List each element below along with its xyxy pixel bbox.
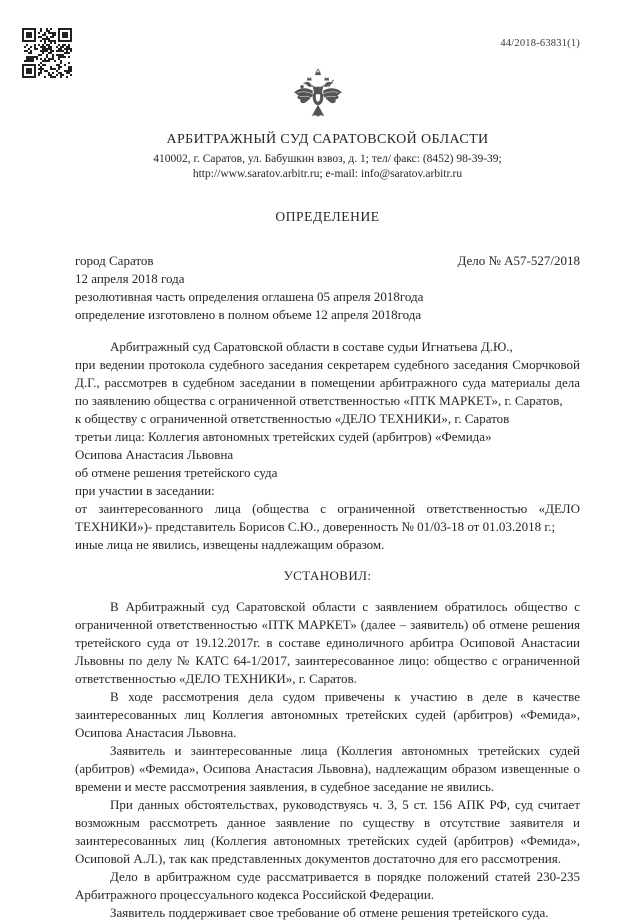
city-label: город Саратов xyxy=(75,253,154,268)
intro-line: иные лица не явились, извещены надлежащим образом. xyxy=(75,537,385,552)
body-paragraph: Заявитель и заинтересованные лица (Коллегия автономных третейских судей (арбитров) «Фемида», Осипова Анастасия Львовна), надлежащим образом извещенные о времени и месте рассмотрения заявления, в судебное заседание не явились. xyxy=(75,743,580,794)
document-date: 12 апреля 2018 года xyxy=(75,271,185,286)
intro-line: об отмене решения третейского суда xyxy=(75,465,278,480)
body-paragraph: Заявитель поддерживает свое требование об отмене решения третейского суда. xyxy=(110,905,549,920)
document-title: ОПРЕДЕЛЕНИЕ xyxy=(275,209,380,224)
case-number: Дело № А57-527/2018 xyxy=(457,253,580,268)
body-paragraph: При данных обстоятельствах, руководствуясь ч. 3, 5 ст. 156 АПК РФ, суд считает возможным рассмотреть данное заявление по существу в отсутствие заявителя и заинтересованных лиц (Коллегия автономных третейских судей (арбитров) «Фемида», Осиповой А.Л.), так как представленных документов достаточно для его рассмотрения. xyxy=(75,797,580,866)
body-paragraph: В Арбитражный суд Саратовской области с заявлением обратилось общество с ограниченной ответственностью «ПТК МАРКЕТ» (далее – заявитель) об отмене решения третейского суда от 19.12.2017г. в составе единоличного арбитра Осиповой Анастасии Львовны по делу № КАТС 64-1/2017, заинтересованное лицо: общество с ограниченной ответственностью «ДЕЛО ТЕХНИКИ», г. Саратов. xyxy=(75,599,580,686)
resolution-announced-line: резолютивная часть определения оглашена 05 апреля 2018года xyxy=(75,289,424,304)
intro-line: третьи лица: Коллегия автономных третейских судей (арбитров) «Фемида» xyxy=(75,429,492,444)
body-paragraph: В ходе рассмотрения дела судом привечены к участию в деле в качестве заинтересованных лиц Коллегия автономных третейских судей (арбитров) «Фемида», Осипова Анастасия Львовна. xyxy=(75,689,580,740)
intro-line: при участии в заседании: xyxy=(75,483,215,498)
document-body-column xyxy=(75,0,580,922)
intro-line: при ведении протокола судебного заседания секретарем судебного заседания Сморчковой Д.Г., рассмотрев в судебном заседании в помещении арбитражного суда материалы дела по заявлению общества с ограниченной ответственностью «ПТК МАРКЕТ», г. Саратов, xyxy=(75,357,580,408)
findings-block xyxy=(75,598,580,922)
case-info-row xyxy=(75,252,580,270)
intro-line: от заинтересованного лица (общества с ограниченной ответственностью «ДЕЛО ТЕХНИКИ»)- представитель Борисов С.Ю., доверенность № 01/03-18 от 01.03.2018 г.; xyxy=(75,501,580,534)
intro-line: к обществу с ограниченной ответственностью «ДЕЛО ТЕХНИКИ», г. Саратов xyxy=(75,411,510,426)
body-paragraph: Дело в арбитражном суде рассматривается в порядке положений статей 230-235 Арбитражного процессуального кодекса Российской Федерации. xyxy=(75,869,580,902)
court-contacts-line: http://www.saratov.arbitr.ru; e-mail: info@saratov.arbitr.ru xyxy=(192,168,463,180)
court-address-line: 410002, г. Саратов, ул. Бабушкин взвоз, д. 1; тел/ факс: (8452) 98-39-39; xyxy=(153,153,502,165)
intro-line: Осипова Анастасия Львовна xyxy=(75,447,234,462)
court-name-heading: АРБИТРАЖНЫЙ СУД САРАТОВСКОЙ ОБЛАСТИ xyxy=(166,132,489,147)
intro-line: Арбитражный суд Саратовской области в составе судьи Игнатьева Д.Ю., xyxy=(110,339,513,354)
document-registration-number: 44/2018-63831(1) xyxy=(500,38,580,49)
section-heading-ustanovil: УСТАНОВИЛ: xyxy=(283,568,372,583)
full-text-issued-line: определение изготовлено в полном объеме 12 апреля 2018года xyxy=(75,307,422,322)
case-intro-block xyxy=(75,338,580,554)
